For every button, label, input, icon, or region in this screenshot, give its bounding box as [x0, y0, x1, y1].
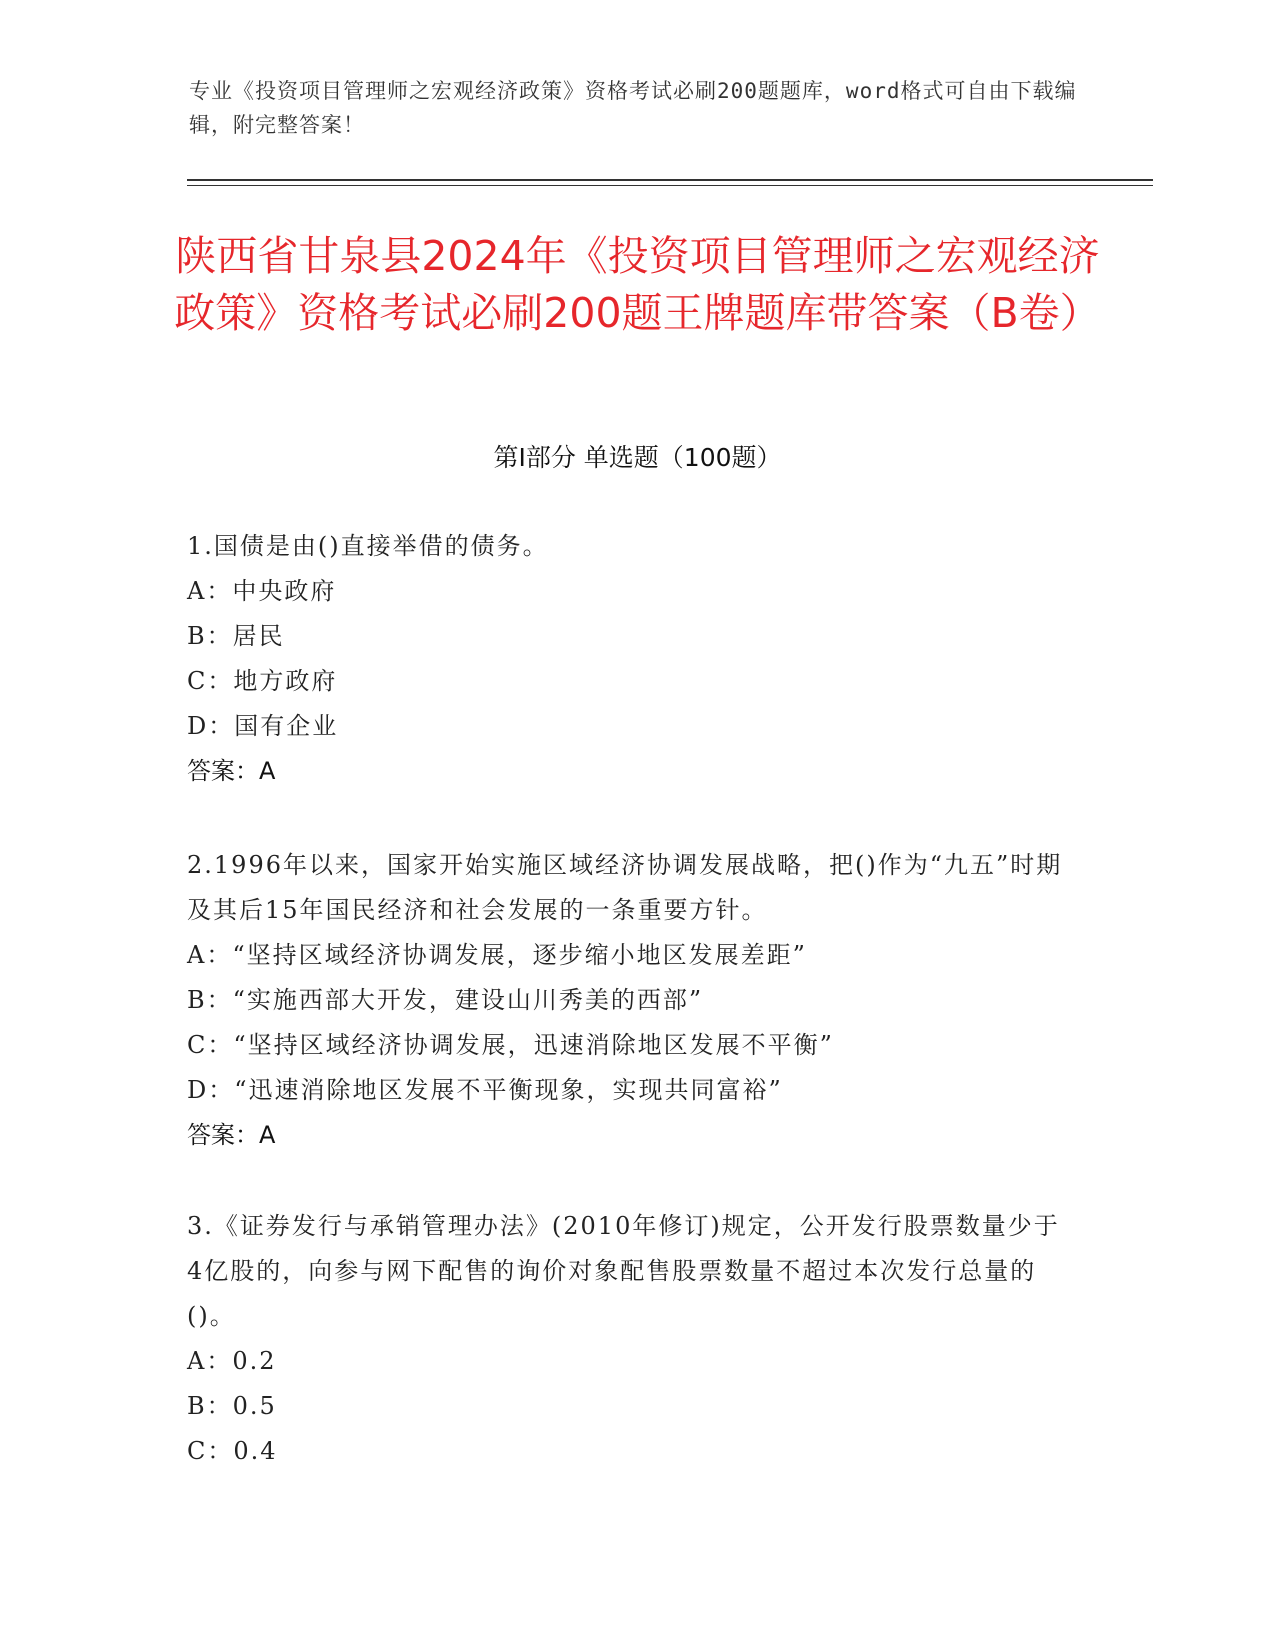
document-title: 陕西省甘泉县2024年《投资项目管理师之宏观经济政策》资格考试必刷200题王牌题库带答案（B卷）: [174, 232, 1101, 337]
answer: 答案：A: [187, 1121, 276, 1149]
header-note: 专业《投资项目管理师之宏观经济政策》资格考试必刷200题题库，word格式可自由下载编辑，附完整答案！: [189, 79, 1077, 137]
option-a: A：“坚持区域经济协调发展，逐步缩小地区发展差距”: [187, 941, 807, 969]
option-c: C：地方政府: [187, 667, 338, 695]
option-b: B：0.5: [187, 1392, 277, 1420]
question-1: [187, 524, 1067, 794]
option-a: A：0.2: [187, 1347, 277, 1375]
header-rule-thin: [187, 185, 1153, 186]
question-stem: 2.1996年以来，国家开始实施区域经济协调发展战略，把()作为“九五”时期及其后15年国民经济和社会发展的一条重要方针。: [187, 851, 1063, 924]
question-2: [187, 843, 1067, 1158]
section-heading: 第Ⅰ部分 单选题（100题）: [493, 443, 782, 472]
option-b: B：居民: [187, 622, 285, 650]
question-stem: 3.《证券发行与承销管理办法》(2010年修订)规定，公开发行股票数量少于4亿股的，向参与网下配售的询价对象配售股票数量不超过本次发行总量的()。: [187, 1212, 1060, 1330]
header-rule-thick: [187, 179, 1153, 181]
option-d: D：“迅速消除地区发展不平衡现象，实现共同富裕”: [187, 1076, 783, 1104]
option-a: A：中央政府: [187, 577, 337, 605]
answer: 答案：A: [187, 757, 276, 785]
option-c: C：0.4: [187, 1437, 278, 1465]
option-c: C：“坚持区域经济协调发展，迅速消除地区发展不平衡”: [187, 1031, 834, 1059]
question-stem: 1.国债是由()直接举借的债务。: [187, 532, 549, 560]
option-d: D：国有企业: [187, 712, 339, 740]
option-b: B：“实施西部大开发，建设山川秀美的西部”: [187, 986, 704, 1014]
question-3: [187, 1204, 1067, 1474]
